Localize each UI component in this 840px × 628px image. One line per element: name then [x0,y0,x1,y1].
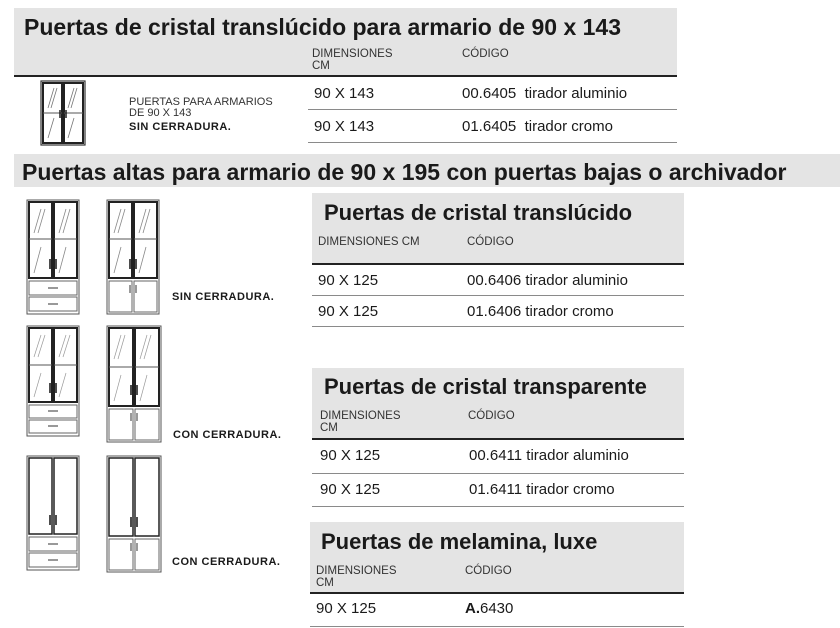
section1-header-rule [14,75,677,77]
section2-title: Puertas altas para armario de 90 x 195 con puertas bajas o archivador [22,159,787,185]
table-a-row-divider [312,295,684,296]
table-c-header-rule [310,592,684,594]
cabinet-glass-drawers-icon [26,199,80,315]
table-a-bottom-rule [312,326,684,327]
cabinet-clear-glass-drawers-icon [26,325,80,437]
table-c-col-code: CÓDIGO [465,565,512,577]
section1-desc-bold: SIN CERRADURA. [129,121,232,133]
section1-row2-code: 01.6405 tirador cromo [462,118,613,135]
table-b-row-divider [312,473,684,474]
section1-row2-dim: 90 X 143 [314,118,375,135]
table-a-title: Puertas de cristal translúcido [324,200,633,225]
table-a-row1-code: 00.6406 tirador aluminio [467,272,628,289]
table-b-header-rule [312,438,684,440]
table-c-row1-code: A.6430 [465,600,514,617]
cabinet-melamine-low-doors-icon [106,455,162,573]
table-a-row1-dim: 90 X 125 [318,272,379,289]
section1-row-divider [308,109,677,110]
table-a-header-rule [312,263,684,265]
cabinet-melamine-drawers-icon [26,455,80,571]
table-b-title: Puertas de cristal transparente [324,374,647,399]
table-b-row2-code: 01.6411 tirador cromo [469,481,615,498]
cabinet-glass-low-doors-icon [106,199,160,315]
table-b-row1-code: 00.6411 tirador aluminio [469,447,629,464]
table-b-bottom-rule [312,506,684,507]
table-a-col-dimensions: DIMENSIONES CM [318,236,420,248]
table-c-col-dimensions: DIMENSIONES CM [316,565,397,589]
section1-desc-line1: PUERTAS PARA ARMARIOS [129,96,273,108]
section1-desc-line2: DE 90 X 143 [129,107,192,119]
section1-col-dimensions: DIMENSIONES CM [312,48,393,72]
table-b-row2-dim: 90 X 125 [320,481,381,498]
label-con-cerradura-glass: CON CERRADURA. [173,429,282,441]
table-a-row2-code: 01.6406 tirador cromo [467,303,614,320]
table-a-row2-dim: 90 X 125 [318,303,379,320]
section1-bottom-rule [308,142,677,143]
table-b-col-dimensions: DIMENSIONES CM [320,410,401,434]
table-c-title: Puertas de melamina, luxe [321,529,598,554]
table-b-col-code: CÓDIGO [468,410,515,422]
cabinet-glass-doors-icon [40,80,86,146]
table-c-row1-dim: 90 X 125 [316,600,377,617]
label-sin-cerradura: SIN CERRADURA. [172,291,275,303]
table-a-col-code: CÓDIGO [467,236,514,248]
section1-row1-code: 00.6405 tirador aluminio [462,85,628,102]
section1-col-code: CÓDIGO [462,48,509,60]
label-con-cerradura-melamine: CON CERRADURA. [172,556,281,568]
section1-title: Puertas de cristal translúcido para armario de 90 x 143 [24,14,622,40]
table-c-bottom-rule [310,626,684,627]
section1-row1-dim: 90 X 143 [314,85,375,102]
cabinet-clear-glass-low-doors-icon [106,325,162,443]
table-b-row1-dim: 90 X 125 [320,447,381,464]
